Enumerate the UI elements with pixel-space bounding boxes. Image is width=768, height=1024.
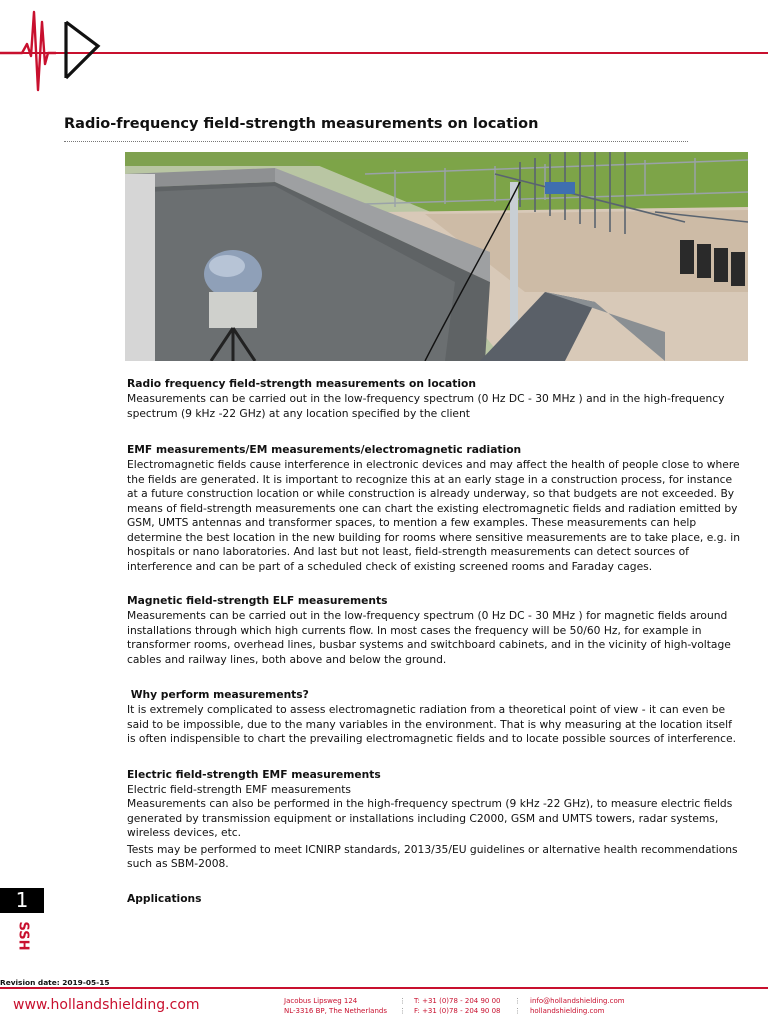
- domain-link[interactable]: hollandshielding.com: [530, 1006, 605, 1015]
- company-logo: [0, 0, 112, 92]
- fax-number: F: +31 (0)78 - 204 90 08: [414, 1006, 501, 1015]
- rooftop-measurement-photo: [125, 152, 748, 361]
- footer-separator: ⋮ ⋮: [399, 997, 406, 1015]
- page-number: 1: [0, 888, 44, 913]
- section-body: Electric field-strength EMF measurements: [127, 782, 351, 796]
- title-divider: [64, 141, 688, 142]
- footer-contact: [530, 997, 625, 1016]
- address-line: NL-3316 BP, The Netherlands: [284, 1006, 387, 1015]
- address-line: Jacobus Lipsweg 124: [284, 997, 358, 1005]
- section-body: Tests may be performed to meet ICNIRP standards, 2013/35/EU guidelines or alternative health recommendations such as SBM-2008.: [127, 842, 738, 870]
- section-heading: Magnetic field-strength ELF measurements: [127, 594, 388, 607]
- section-heading: EMF measurements/EM measurements/electromagnetic radiation: [127, 443, 522, 456]
- footer-separator: ⋮ ⋮: [514, 997, 521, 1015]
- section-heading: Radio frequency field-strength measurements on location: [127, 377, 476, 390]
- section-body: Measurements can be carried out in the low-frequency spectrum (0 Hz DC - 30 MHz ) and in the high-frequency spectrum (9 kHz -22 GHz) at any location specified by the client: [127, 392, 725, 420]
- section-heading: Applications: [127, 891, 202, 905]
- section-body: Electromagnetic fields cause interference in electronic devices and may affect the health of people close to where the fields are generated. It is important to recognize this at an early stage in a construction process, for instance at a future construction location or while construction is already underway, so that budgets are not exceeded. By means of field-strength measurements one can chart the existing electromagnetic fields and radiation emitted by GSM, UMTS antennas and transformer spaces, to mention a few examples. These measurements can help determine the best location in the new building for rooms where sensitive measurements are to take place, e.g. in hospitals or nano laboratories. And last but not least, field-strength measurements can detect sources of interference and can be part of a scheduled check of existing screened rooms and Faraday cages.: [127, 458, 741, 573]
- footer-phones: [414, 997, 501, 1016]
- section-heading: Electric field-strength EMF measurements: [127, 767, 381, 781]
- header-rule: [0, 52, 768, 54]
- main-content: [127, 377, 742, 907]
- side-label-text: SSH: [15, 921, 31, 951]
- section-heading: Why perform measurements?: [127, 688, 309, 701]
- section-elf: [127, 594, 742, 667]
- section-body: It is extremely complicated to assess electromagnetic radiation from a theoretical point of view - it can even be said to be impossible, due to the many variables in the environment. That is why measuring at the location itself is often indispensible to chart the prevailing electromagnetic fields and to locate possible sources of interference.: [127, 703, 737, 745]
- section-applications: [127, 892, 742, 907]
- section-body: Measurements can also be performed in the high-frequency spectrum (9 kHz -22 GHz), to measure electric fields generated by transmission equipment or installations including C2000, GSM and UMTS towers, radar systems, wireless devices, etc.: [127, 797, 733, 839]
- page-title: Radio-frequency field-strength measurements on location: [64, 116, 539, 132]
- section-rf-location: [127, 377, 742, 421]
- revision-date: Revision date: 2019-05-15: [0, 978, 110, 987]
- section-electric-field: [127, 768, 742, 872]
- footer-address: [284, 997, 387, 1016]
- section-why: [127, 688, 742, 747]
- section-emf: [127, 443, 742, 574]
- email-link[interactable]: info@hollandshielding.com: [530, 997, 625, 1005]
- footer-rule: [0, 987, 768, 989]
- phone-number: T: +31 (0)78 - 204 90 00: [414, 997, 501, 1005]
- side-label: [11, 918, 35, 954]
- section-body: Measurements can be carried out in the low-frequency spectrum (0 Hz DC - 30 MHz ) for magnetic fields around installations through which high currents flow. In most cases the frequency will be 50/60 Hz, for example in transformer rooms, overhead lines, busbar systems and switchboard cabinets, and in the vicinity of high-voltage cables and railway lines, both above and below the ground.: [127, 609, 731, 666]
- website-link[interactable]: www.hollandshielding.com: [13, 997, 200, 1013]
